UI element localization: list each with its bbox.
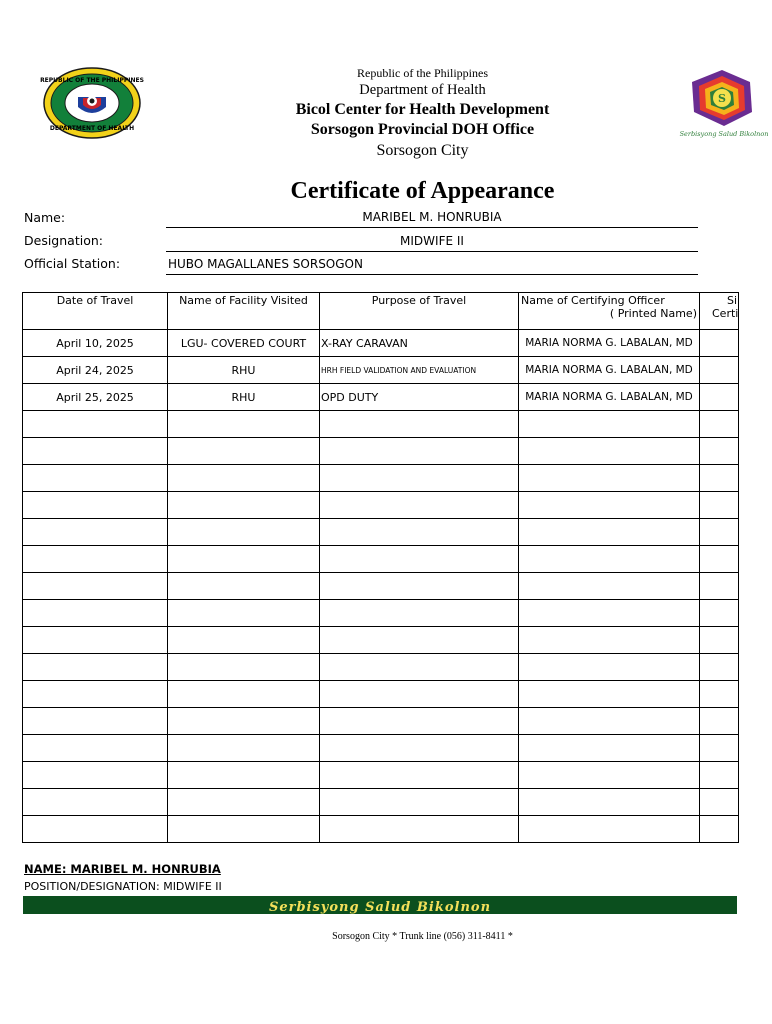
cell-empty xyxy=(700,654,739,681)
cell-date: April 24, 2025 xyxy=(23,357,168,384)
designation-field xyxy=(166,231,698,252)
cell-empty xyxy=(700,735,739,762)
cell-empty xyxy=(320,492,519,519)
table-row-empty xyxy=(23,627,739,654)
cell-empty xyxy=(700,762,739,789)
cell-empty xyxy=(519,789,700,816)
signatory-name: NAME: MARIBEL M. HONRUBIA xyxy=(24,862,221,876)
cell-empty xyxy=(23,600,168,627)
cell-empty xyxy=(320,411,519,438)
table-row-empty xyxy=(23,789,739,816)
logo-tagline: Serbisyong Salud Bikolnon xyxy=(679,130,769,138)
cell-facility: RHU xyxy=(168,357,320,384)
cell-empty xyxy=(519,465,700,492)
cell-empty xyxy=(23,789,168,816)
cell-empty xyxy=(23,546,168,573)
cell-empty xyxy=(168,519,320,546)
cell-empty xyxy=(168,438,320,465)
table-row-empty xyxy=(23,600,739,627)
cell-signature xyxy=(700,330,739,357)
cell-empty xyxy=(168,816,320,843)
bicol-chd-logo xyxy=(679,66,769,142)
footer-contact: Sorsogon City * Trunk line (056) 311-8411 * xyxy=(332,931,513,942)
empty-rows xyxy=(23,411,739,843)
table-row-empty xyxy=(23,681,739,708)
station-field xyxy=(166,254,698,275)
table-row-empty xyxy=(23,816,739,843)
cell-empty xyxy=(168,654,320,681)
cell-empty xyxy=(23,816,168,843)
cell-empty xyxy=(320,816,519,843)
cell-empty xyxy=(320,546,519,573)
table-row-empty xyxy=(23,708,739,735)
cell-purpose: X-RAY CARAVAN xyxy=(320,330,519,357)
cell-signature xyxy=(700,384,739,411)
station-label: Official Station: xyxy=(24,256,121,271)
table-row-empty xyxy=(23,438,739,465)
cell-empty xyxy=(168,735,320,762)
cell-empty xyxy=(700,411,739,438)
table-row-empty xyxy=(23,573,739,600)
cell-empty xyxy=(168,573,320,600)
col-header-date: Date of Travel xyxy=(23,293,168,330)
cell-officer: MARIA NORMA G. LABALAN, MD xyxy=(519,357,700,384)
cell-empty xyxy=(168,627,320,654)
cell-facility: LGU- COVERED COURT xyxy=(168,330,320,357)
cell-empty xyxy=(519,600,700,627)
cell-empty xyxy=(519,411,700,438)
cell-empty xyxy=(168,681,320,708)
table-row-empty xyxy=(23,465,739,492)
cell-empty xyxy=(700,465,739,492)
seal-text-top: REPUBLIC OF THE PHILIPPINES xyxy=(40,77,144,84)
header-city: Sorsogon City xyxy=(376,142,469,159)
cell-empty xyxy=(320,735,519,762)
cell-empty xyxy=(519,573,700,600)
col-header-signature: Si Certi xyxy=(700,293,739,330)
header-center: Bicol Center for Health Development xyxy=(295,101,550,118)
cell-empty xyxy=(320,681,519,708)
cell-empty xyxy=(168,546,320,573)
cell-empty xyxy=(519,438,700,465)
cell-empty xyxy=(700,492,739,519)
cell-empty xyxy=(23,411,168,438)
tagline-banner xyxy=(23,896,737,914)
svg-text:S: S xyxy=(718,92,726,105)
name-label: Name: xyxy=(24,210,66,225)
table-row-empty xyxy=(23,654,739,681)
cell-empty xyxy=(700,627,739,654)
cell-empty xyxy=(168,492,320,519)
cell-empty xyxy=(700,789,739,816)
header-republic: Republic of the Philippines xyxy=(357,66,488,80)
designation-label: Designation: xyxy=(24,233,103,248)
cell-date: April 25, 2025 xyxy=(23,384,168,411)
table-row-empty xyxy=(23,735,739,762)
seal-text-bottom: DEPARTMENT OF HEALTH xyxy=(49,125,135,132)
cell-empty xyxy=(168,708,320,735)
cell-officer: MARIA NORMA G. LABALAN, MD xyxy=(519,384,700,411)
cell-empty xyxy=(320,654,519,681)
travel-log-table xyxy=(22,292,739,843)
header-department: Department of Health xyxy=(359,82,486,98)
cell-purpose: HRH FIELD VALIDATION AND EVALUATION xyxy=(320,357,519,384)
cell-empty xyxy=(700,573,739,600)
cell-facility: RHU xyxy=(168,384,320,411)
cell-empty xyxy=(320,573,519,600)
table-row-empty xyxy=(23,411,739,438)
cell-empty xyxy=(700,519,739,546)
cell-empty xyxy=(168,789,320,816)
cell-empty xyxy=(519,816,700,843)
cell-empty xyxy=(23,627,168,654)
cell-empty xyxy=(320,762,519,789)
table-row xyxy=(23,357,739,384)
cell-empty xyxy=(23,438,168,465)
cell-empty xyxy=(519,735,700,762)
table-row-empty xyxy=(23,519,739,546)
designation-value: MIDWIFE II xyxy=(400,234,464,248)
col-header-facility: Name of Facility Visited xyxy=(168,293,320,330)
cell-signature xyxy=(700,357,739,384)
cell-empty xyxy=(23,492,168,519)
name-value: MARIBEL M. HONRUBIA xyxy=(362,210,502,224)
cell-empty xyxy=(519,681,700,708)
cell-empty xyxy=(320,465,519,492)
cell-empty xyxy=(320,627,519,654)
cell-empty xyxy=(519,708,700,735)
cell-empty xyxy=(23,465,168,492)
cell-empty xyxy=(519,627,700,654)
cell-empty xyxy=(519,519,700,546)
cell-empty xyxy=(320,600,519,627)
cell-empty xyxy=(700,681,739,708)
cell-empty xyxy=(23,735,168,762)
cell-empty xyxy=(519,492,700,519)
table-row xyxy=(23,330,739,357)
cell-empty xyxy=(700,708,739,735)
cell-date: April 10, 2025 xyxy=(23,330,168,357)
cell-purpose: OPD DUTY xyxy=(320,384,519,411)
table-row-empty xyxy=(23,492,739,519)
cell-empty xyxy=(168,465,320,492)
cell-empty xyxy=(700,546,739,573)
cell-empty xyxy=(519,762,700,789)
cell-empty xyxy=(23,654,168,681)
header-office: Sorsogon Provincial DOH Office xyxy=(310,121,535,138)
cell-empty xyxy=(320,789,519,816)
cell-empty xyxy=(700,438,739,465)
cell-empty xyxy=(700,600,739,627)
table-header-row xyxy=(23,293,739,330)
table-row xyxy=(23,384,739,411)
cell-empty xyxy=(320,519,519,546)
cell-empty xyxy=(23,519,168,546)
cell-empty xyxy=(519,654,700,681)
cell-empty xyxy=(23,573,168,600)
cell-empty xyxy=(168,762,320,789)
cell-empty xyxy=(168,411,320,438)
table-row-empty xyxy=(23,762,739,789)
signatory-position: POSITION/DESIGNATION: MIDWIFE II xyxy=(24,880,222,893)
document-title: Certificate of Appearance xyxy=(290,178,555,204)
cell-empty xyxy=(320,438,519,465)
banner-text: Serbisyong Salud Bikolnon xyxy=(268,900,492,915)
cell-empty xyxy=(23,762,168,789)
cell-officer: MARIA NORMA G. LABALAN, MD xyxy=(519,330,700,357)
cell-empty xyxy=(519,546,700,573)
cell-empty xyxy=(23,681,168,708)
col-header-officer: Name of Certifying Officer ( Printed Name) xyxy=(519,293,700,330)
station-value: HUBO MAGALLANES SORSOGON xyxy=(168,257,363,271)
cell-empty xyxy=(168,600,320,627)
cell-empty xyxy=(23,708,168,735)
name-field xyxy=(166,207,698,228)
cell-empty xyxy=(320,708,519,735)
table-row-empty xyxy=(23,546,739,573)
col-header-purpose: Purpose of Travel xyxy=(320,293,519,330)
cell-empty xyxy=(700,816,739,843)
doh-seal-logo xyxy=(40,67,144,139)
